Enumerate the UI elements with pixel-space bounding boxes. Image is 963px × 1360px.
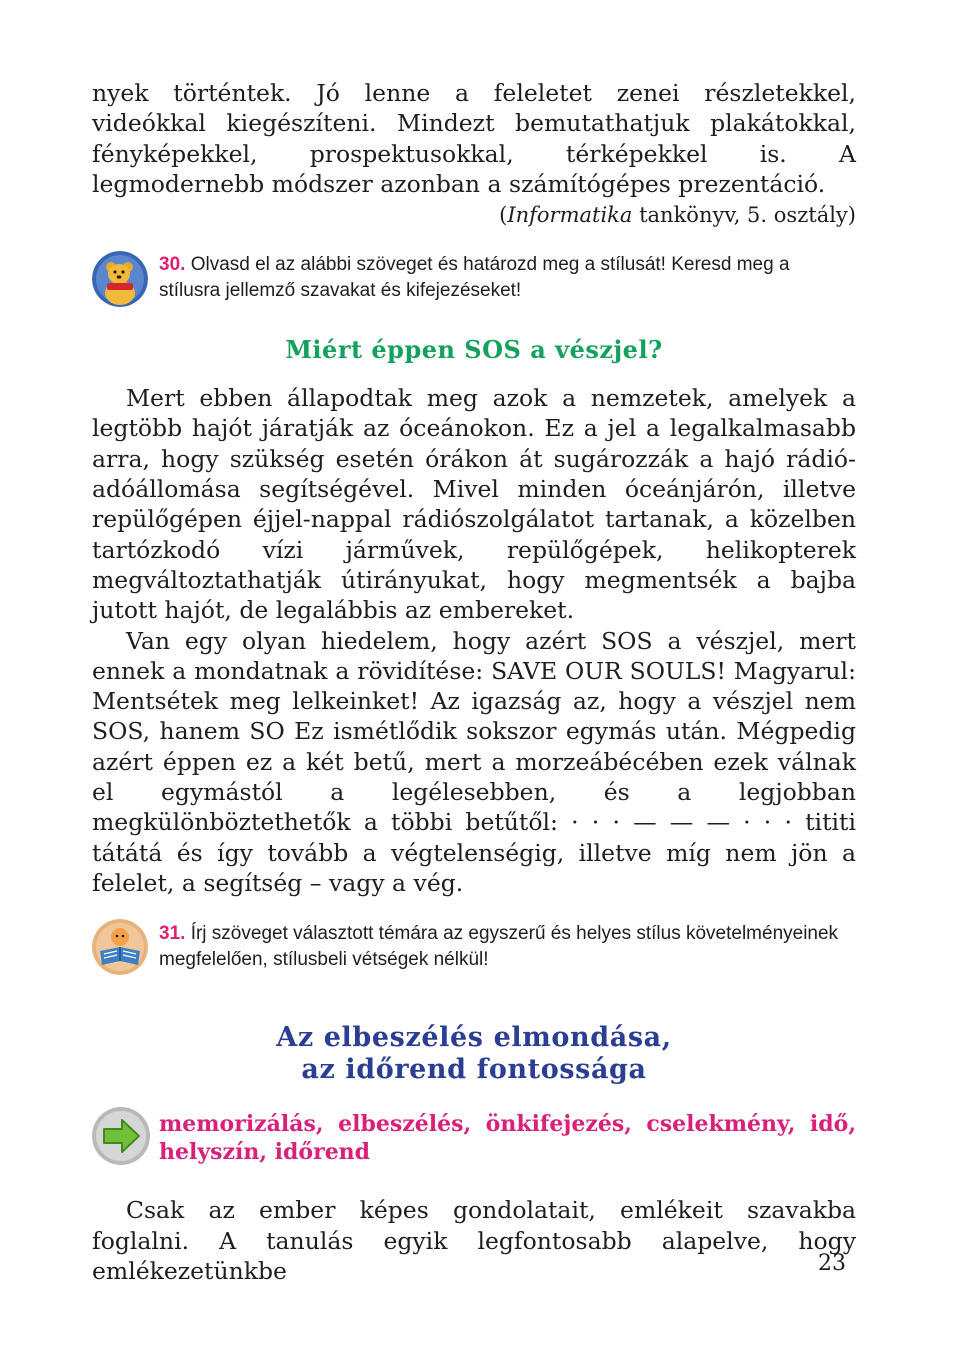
source-book-title: Informatika	[507, 203, 633, 228]
section-paragraph: Csak az ember képes gondolatait, emlékeit szavakba foglalni. A tanulás egyik legfontosabb alapelve, hogy emlékezetünkbe	[92, 1196, 856, 1285]
page-content	[92, 78, 856, 1286]
task-text: Olvasd el az alábbi szöveget és határozd meg a stílusát! Keresd meg a stílusra jellemző szavakat és kifejezéseket!	[159, 254, 790, 302]
article-paragraph-2: Van egy olyan hiedelem, hogy azért SOS a vészjel, mert ennek a mondatnak a rövidítése: SAVE OUR SOULS! Magyarul: Mentsétek meg lelkeinket! Az igazság az, hogy a vészjel nem SOS, hanem SO Ez ismétlődik sokszor egymás után. Mégpedig azért éppen ez a két betű, mert a morzeábécében ezek válnak el egymástól a legélesebben, és a legjobban megkülönböztethetők a többi betűtől: · · · — — — · · · tititi tátátá és így tovább a végtelenségig, illetve míg nem jön a felelet, a segítség – vagy a vég.	[92, 626, 856, 897]
section-heading	[92, 1022, 856, 1086]
page-number: 23	[818, 1251, 846, 1276]
intro-paragraph: nyek történtek. Jó lenne a feleletet zenei részletekkel, videókkal kiegészíteni. Mindezt bemutathatjuk plakátokkal, fényképekkel, prospektusokkal, térképekkel is. A legmodernebb módszer azonban a számítógépes prezentáció.	[92, 79, 856, 198]
task-text: Írj szöveget választott témára az egyszerű és helyes stílus követelményeinek megfelelően, stílusbeli vétségek nélkül!	[159, 923, 839, 971]
winnie-the-pooh-icon	[92, 251, 148, 307]
article-title: Miért éppen SOS a vészjel?	[285, 335, 663, 365]
article-paragraph-1: Mert ebben állapodtak meg azok a nemzetek, amelyek a legtöbb hajót járatják az óceánokon. Ez a jel a legalkalmasabb arra, hogy szükség esetén órákon át sugározzák a hajó rádió-adóállomása segítségével. Mivel minden óceánjárón, illetve repülőgépen éjjel-nappal rádiószolgálatot tartanak, a közelben tartózkodó vízi járművek, repülőgépek, helikopterek megváltoztathatják útirányukat, hogy megmentsék a bajba jutott hajót, de legalábbis az embereket.	[92, 384, 856, 625]
task-30	[92, 252, 856, 304]
section-title-line-1: Az elbeszélés elmondása,	[276, 1022, 672, 1054]
source-citation: (Informatika tankönyv, 5. osztály)	[499, 203, 856, 228]
task-number: 30.	[159, 254, 186, 276]
task-31	[92, 921, 856, 973]
green-arrow-icon	[92, 1107, 150, 1165]
keywords-box	[92, 1110, 856, 1166]
keywords-text: memorizálás, elbeszélés, önkifejezés, cselekmény, idő, helyszín, időrend	[159, 1111, 856, 1166]
section-title-line-2: az időrend fontossága	[301, 1054, 647, 1086]
task-number: 31.	[159, 923, 186, 945]
reading-child-icon	[92, 919, 148, 975]
